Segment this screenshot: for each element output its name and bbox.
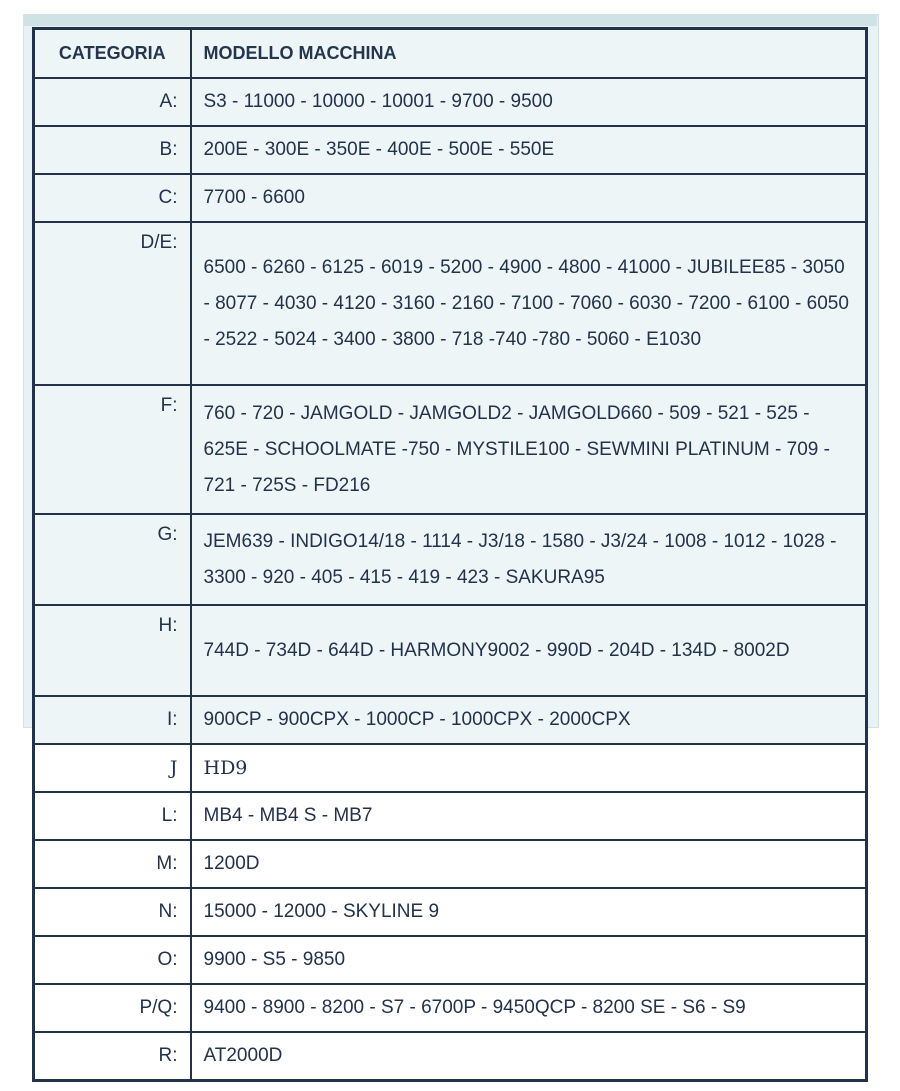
category-cell: C:: [34, 174, 191, 222]
models-cell: 6500 - 6260 - 6125 - 6019 - 5200 - 4900 - 4800 - 41000 - JUBILEE85 - 3050 - 8077 - 4030 - 4120 - 3160 - 2160 - 7100 - 7060 - 6030 - 7200 - 6100 - 6050 - 2522 - 5024 - 3400 - 3800 - 718 -740 -780 - 5060 - E1030: [191, 222, 867, 385]
header-model: MODELLO MACCHINA: [191, 29, 867, 79]
category-cell: P/Q:: [34, 984, 191, 1032]
models-cell: 900CP - 900CPX - 1000CP - 1000CPX - 2000CPX: [191, 696, 867, 744]
table-row: [34, 984, 867, 1032]
category-cell: J: [34, 744, 191, 792]
table-row: [34, 126, 867, 174]
models-cell: 15000 - 12000 - SKYLINE 9: [191, 888, 867, 936]
category-cell: N:: [34, 888, 191, 936]
table-row: [34, 222, 867, 385]
table-row: [34, 605, 867, 696]
models-cell: 7700 - 6600: [191, 174, 867, 222]
table-row: [34, 385, 867, 514]
table-row: [34, 744, 867, 792]
models-cell: HD9: [191, 744, 867, 792]
table-row: [34, 936, 867, 984]
models-cell: 744D - 734D - 644D - HARMONY9002 - 990D - 204D - 134D - 8002D: [191, 605, 867, 696]
table-row: [34, 840, 867, 888]
table-background-top-strip: [23, 14, 877, 26]
category-cell: I:: [34, 696, 191, 744]
category-cell: R:: [34, 1032, 191, 1081]
category-cell: B:: [34, 126, 191, 174]
models-cell: AT2000D: [191, 1032, 867, 1081]
category-cell: M:: [34, 840, 191, 888]
table-row: [34, 174, 867, 222]
table-row: [34, 78, 867, 126]
category-cell: A:: [34, 78, 191, 126]
models-cell: 9900 - S5 - 9850: [191, 936, 867, 984]
table-row: [34, 888, 867, 936]
models-cell: S3 - 11000 - 10000 - 10001 - 9700 - 9500: [191, 78, 867, 126]
models-cell: MB4 - MB4 S - MB7: [191, 792, 867, 840]
table-row: [34, 1032, 867, 1081]
category-cell: H:: [34, 605, 191, 696]
table-row: [34, 792, 867, 840]
category-cell: O:: [34, 936, 191, 984]
category-cell: D/E:: [34, 222, 191, 385]
models-cell: 9400 - 8900 - 8200 - S7 - 6700P - 9450QCP - 8200 SE - S6 - S9: [191, 984, 867, 1032]
header-row: [34, 29, 867, 79]
category-model-table: [32, 27, 868, 1082]
models-cell: JEM639 - INDIGO14/18 - 1114 - J3/18 - 1580 - J3/24 - 1008 - 1012 - 1028 - 3300 - 920 - 405 - 415 - 419 - 423 - SAKURA95: [191, 514, 867, 605]
header-category: CATEGORIA: [34, 29, 191, 79]
category-cell: F:: [34, 385, 191, 514]
table-row: [34, 696, 867, 744]
models-cell: 1200D: [191, 840, 867, 888]
category-cell: G:: [34, 514, 191, 605]
table-row: [34, 514, 867, 605]
category-cell: L:: [34, 792, 191, 840]
models-cell: 760 - 720 - JAMGOLD - JAMGOLD2 - JAMGOLD660 - 509 - 521 - 525 - 625E - SCHOOLMATE -750 - MYSTILE100 - SEWMINI PLATINUM - 709 - 721 - 725S - FD216: [191, 385, 867, 514]
models-cell: 200E - 300E - 350E - 400E - 500E - 550E: [191, 126, 867, 174]
